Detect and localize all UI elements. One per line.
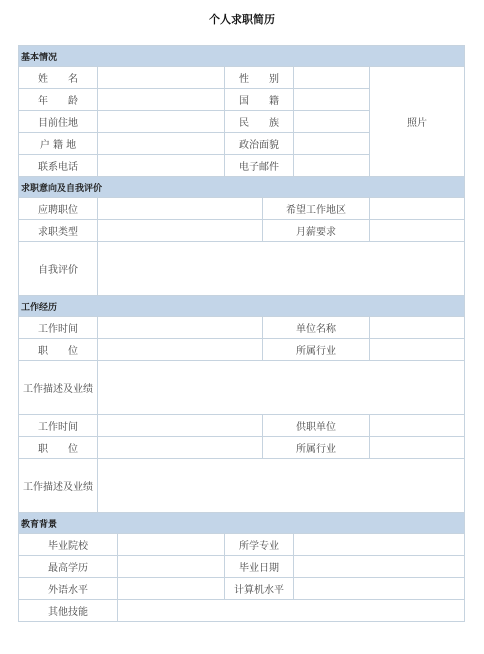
- label-work-desc-1: 工作描述及业绩: [19, 361, 98, 415]
- value-job-position-2[interactable]: [98, 437, 263, 459]
- label-position: 应聘职位: [19, 198, 98, 220]
- label-grad-date: 毕业日期: [225, 556, 294, 578]
- label-major: 所学专业: [225, 534, 294, 556]
- value-salary[interactable]: [370, 220, 465, 242]
- value-company-1[interactable]: [370, 317, 465, 339]
- value-gender[interactable]: [294, 67, 370, 89]
- label-school: 毕业院校: [19, 534, 118, 556]
- value-industry-2[interactable]: [370, 437, 465, 459]
- value-work-desc-2[interactable]: [98, 459, 465, 513]
- label-degree: 最高学历: [19, 556, 118, 578]
- value-name[interactable]: [98, 67, 225, 89]
- label-ethnicity: 民 族: [225, 111, 294, 133]
- label-industry-2: 所属行业: [263, 437, 370, 459]
- label-job-position-2: 职 位: [19, 437, 98, 459]
- value-language[interactable]: [118, 578, 225, 600]
- label-skills: 其他技能: [19, 600, 118, 622]
- label-work-time-1: 工作时间: [19, 317, 98, 339]
- value-work-time-2[interactable]: [98, 415, 263, 437]
- page-title: 个人求职简历: [209, 13, 275, 26]
- value-job-position-1[interactable]: [98, 339, 263, 361]
- label-company-2: 供职单位: [263, 415, 370, 437]
- label-age: 年 龄: [19, 89, 98, 111]
- value-work-time-1[interactable]: [98, 317, 263, 339]
- value-company-2[interactable]: [370, 415, 465, 437]
- section-work: 工作经历: [19, 296, 465, 317]
- value-email[interactable]: [294, 155, 370, 177]
- label-nation: 国 籍: [225, 89, 294, 111]
- value-age[interactable]: [98, 89, 225, 111]
- label-work-time-2: 工作时间: [19, 415, 98, 437]
- value-degree[interactable]: [118, 556, 225, 578]
- section-edu: 教育背景: [19, 513, 465, 534]
- value-work-desc-1[interactable]: [98, 361, 465, 415]
- label-work-desc-2: 工作描述及业绩: [19, 459, 98, 513]
- value-nation[interactable]: [294, 89, 370, 111]
- label-computer: 计算机水平: [225, 578, 294, 600]
- label-email: 电子邮件: [225, 155, 294, 177]
- label-region: 希望工作地区: [263, 198, 370, 220]
- label-company-1: 单位名称: [263, 317, 370, 339]
- label-self-eval: 自我评价: [19, 242, 98, 296]
- label-hukou: 户 籍 地: [19, 133, 98, 155]
- label-political: 政治面貌: [225, 133, 294, 155]
- value-hukou[interactable]: [98, 133, 225, 155]
- label-job-type: 求职类型: [19, 220, 98, 242]
- section-intent: 求职意向及自我评价: [19, 177, 465, 198]
- value-political[interactable]: [294, 133, 370, 155]
- value-residence[interactable]: [98, 111, 225, 133]
- value-region[interactable]: [370, 198, 465, 220]
- label-language: 外语水平: [19, 578, 118, 600]
- photo-box[interactable]: 照片: [370, 67, 465, 177]
- value-computer[interactable]: [294, 578, 465, 600]
- value-job-type[interactable]: [98, 220, 263, 242]
- label-name: 姓 名: [19, 67, 98, 89]
- value-position[interactable]: [98, 198, 263, 220]
- value-skills[interactable]: [118, 600, 465, 622]
- value-industry-1[interactable]: [370, 339, 465, 361]
- value-phone[interactable]: [98, 155, 225, 177]
- resume-table: [18, 45, 465, 622]
- label-residence: 目前住地: [19, 111, 98, 133]
- value-major[interactable]: [294, 534, 465, 556]
- value-grad-date[interactable]: [294, 556, 465, 578]
- label-industry-1: 所属行业: [263, 339, 370, 361]
- label-job-position-1: 职 位: [19, 339, 98, 361]
- label-phone: 联系电话: [19, 155, 98, 177]
- value-ethnicity[interactable]: [294, 111, 370, 133]
- label-salary: 月薪要求: [263, 220, 370, 242]
- value-self-eval[interactable]: [98, 242, 465, 296]
- value-school[interactable]: [118, 534, 225, 556]
- section-basic: 基本情况: [19, 46, 465, 67]
- label-gender: 性 别: [225, 67, 294, 89]
